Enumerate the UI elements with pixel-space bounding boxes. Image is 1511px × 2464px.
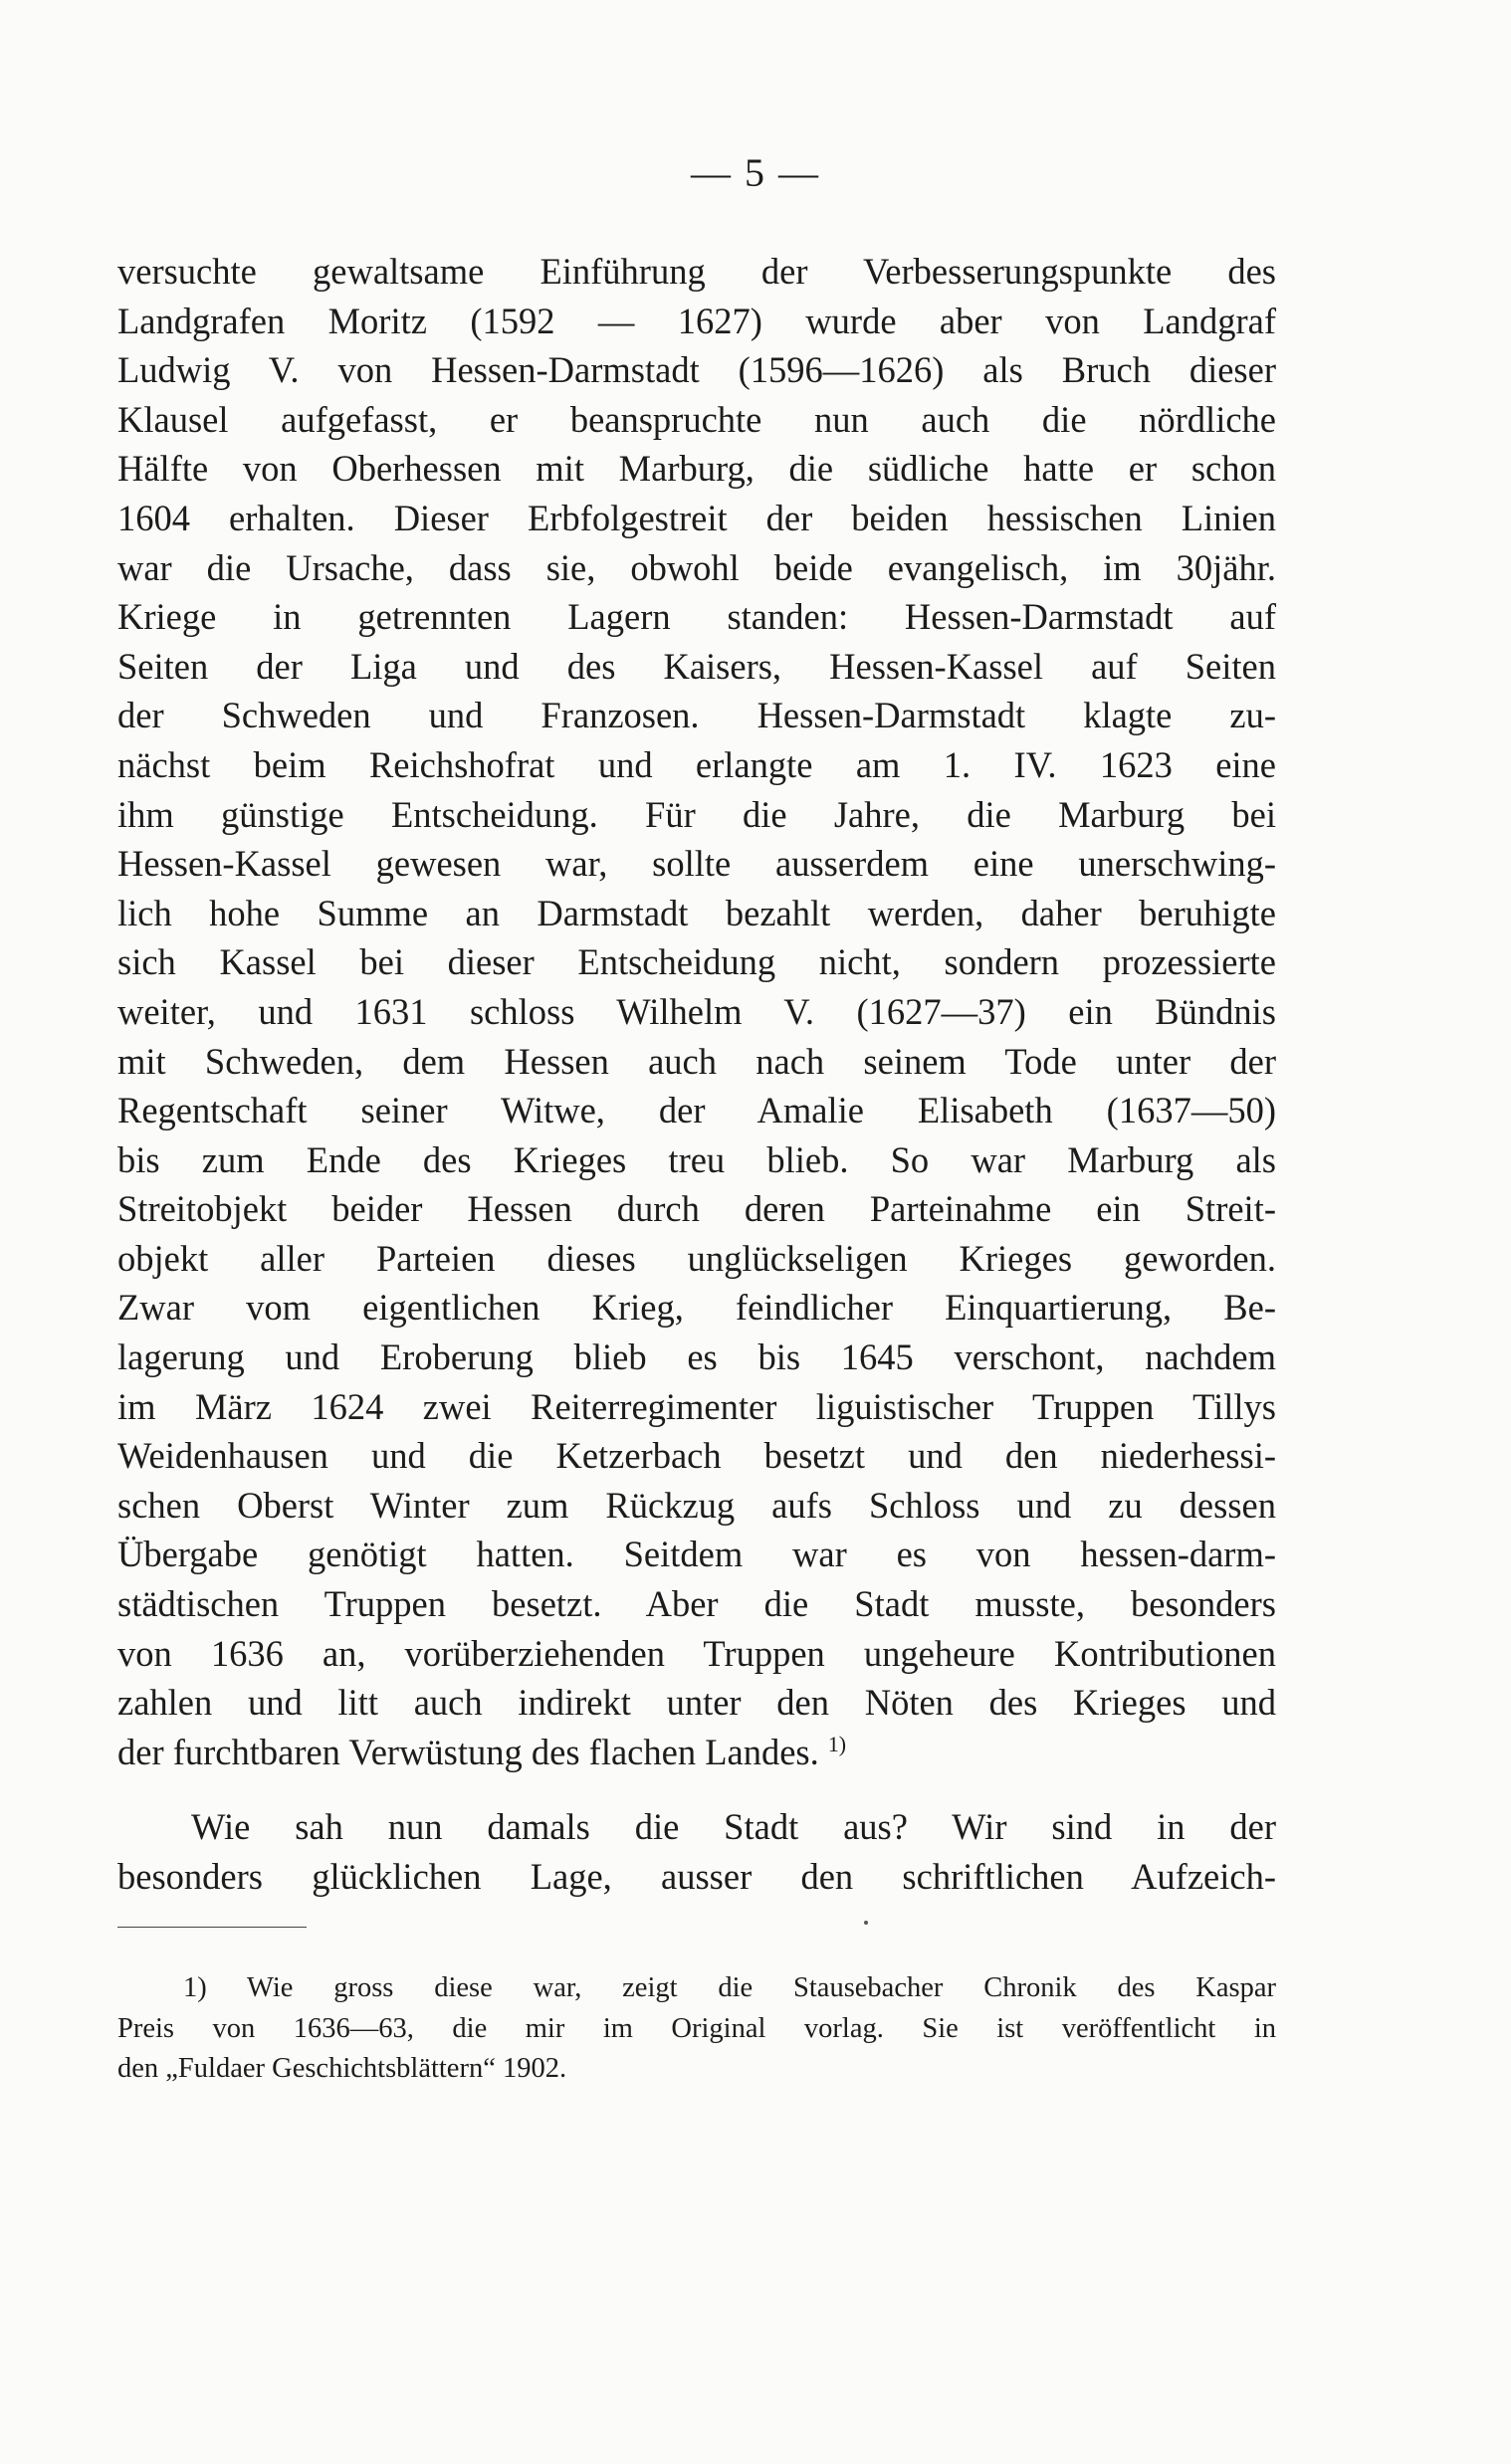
text-line: 1604 erhalten. Dieser Erbfolgestreit der beiden hessischen Linien	[117, 497, 1276, 538]
text-line: der Schweden und Franzosen. Hessen-Darmstadt klagte zu-	[117, 695, 1276, 736]
text-line: Streitobjekt beider Hessen durch deren Parteinahme ein Streit-	[117, 1188, 1276, 1230]
text-line: Seiten der Liga und des Kaisers, Hessen-Kassel auf Seiten	[117, 645, 1276, 687]
text-line: versuchte gewaltsame Einführung der Verbesserungspunkte des	[117, 251, 1276, 292]
text-line: Landgrafen Moritz (1592 — 1627) wurde aber von Landgraf	[117, 300, 1276, 341]
text-line: Regentschaft seiner Witwe, der Amalie Elisabeth (1637—50)	[117, 1090, 1276, 1131]
text-line: schen Oberst Winter zum Rückzug aufs Schloss und zu dessen	[117, 1484, 1276, 1526]
text-line: lich hohe Summe an Darmstadt bezahlt werden, daher beruhigte	[117, 892, 1276, 933]
text-line-content: der furchtbaren Verwüstung des flachen Landes.	[117, 1731, 819, 1772]
text-line-last	[117, 1728, 1276, 1777]
text-line: Wie sah nun damals die Stadt aus? Wir sind in der	[191, 1806, 1276, 1848]
text-line: nächst beim Reichshofrat und erlangte am 1. IV. 1623 eine	[117, 743, 1276, 785]
text-line: Hälfte von Oberhessen mit Marburg, die südliche hatte er schon	[117, 448, 1276, 490]
footnote-line: Preis von 1636—63, die mir im Original vorlag. Sie ist veröffentlicht in	[117, 2012, 1276, 2044]
text-line: mit Schweden, dem Hessen auch nach seinem Tode unter der	[117, 1040, 1276, 1082]
text-line: ihm günstige Entscheidung. Für die Jahre, die Marburg bei	[117, 793, 1276, 835]
main-text	[117, 247, 1276, 1902]
text-line: bis zum Ende des Krieges treu blieb. So war Marburg als	[117, 1138, 1276, 1180]
print-speck	[864, 1921, 868, 1925]
paragraph-2	[117, 1802, 1276, 1901]
text-line: Übergabe genötigt hatten. Seitdem war es von hessen-darm-	[117, 1534, 1276, 1575]
footnote-reference: 1)	[827, 1731, 847, 1756]
text-line: lagerung und Eroberung blieb es bis 1645 verschont, nachdem	[117, 1336, 1276, 1378]
text-line: Weidenhausen und die Ketzerbach besetzt und den niederhessi-	[117, 1435, 1276, 1477]
footnote	[117, 1968, 1276, 2090]
text-line: besonders glücklichen Lage, ausser den schriftlichen Aufzeich-	[117, 1856, 1276, 1897]
footnote-divider	[117, 1927, 307, 1928]
text-line: von 1636 an, vorüberziehenden Truppen ungeheure Kontributionen	[117, 1632, 1276, 1674]
text-line: zahlen und litt auch indirekt unter den Nöten des Krieges und	[117, 1682, 1276, 1724]
text-line: Ludwig V. von Hessen-Darmstadt (1596—1626) als Bruch dieser	[117, 349, 1276, 391]
text-line: weiter, und 1631 schloss Wilhelm V. (1627—37) ein Bündnis	[117, 990, 1276, 1032]
text-line: Hessen-Kassel gewesen war, sollte ausserdem eine unerschwing-	[117, 843, 1276, 885]
text-line: war die Ursache, dass sie, obwohl beide evangelisch, im 30jähr.	[117, 546, 1276, 588]
footnote-line: den „Fuldaer Geschichtsblättern“ 1902.	[117, 2053, 567, 2084]
text-line: Klausel aufgefasst, er beanspruchte nun auch die nördliche	[117, 398, 1276, 440]
text-line: städtischen Truppen besetzt. Aber die Stadt musste, besonders	[117, 1583, 1276, 1625]
text-line: Kriege in getrennten Lagern standen: Hessen-Darmstadt auf	[117, 596, 1276, 638]
text-line: im März 1624 zwei Reiterregimenter liguistischer Truppen Tillys	[117, 1385, 1276, 1427]
page-number: — 5 —	[691, 150, 820, 195]
text-line: sich Kassel bei dieser Entscheidung nicht, sondern prozessierte	[117, 941, 1276, 983]
text-line: Zwar vom eigentlichen Krieg, feindlicher Einquartierung, Be-	[117, 1287, 1276, 1329]
paragraph-1	[117, 247, 1276, 1776]
paragraph-gap	[117, 1776, 1276, 1802]
footnote-line: 1) Wie gross diese war, zeigt die Stausebacher Chronik des Kaspar	[183, 1972, 1276, 2003]
text-line: objekt aller Parteien dieses unglückseligen Krieges geworden.	[117, 1237, 1276, 1279]
